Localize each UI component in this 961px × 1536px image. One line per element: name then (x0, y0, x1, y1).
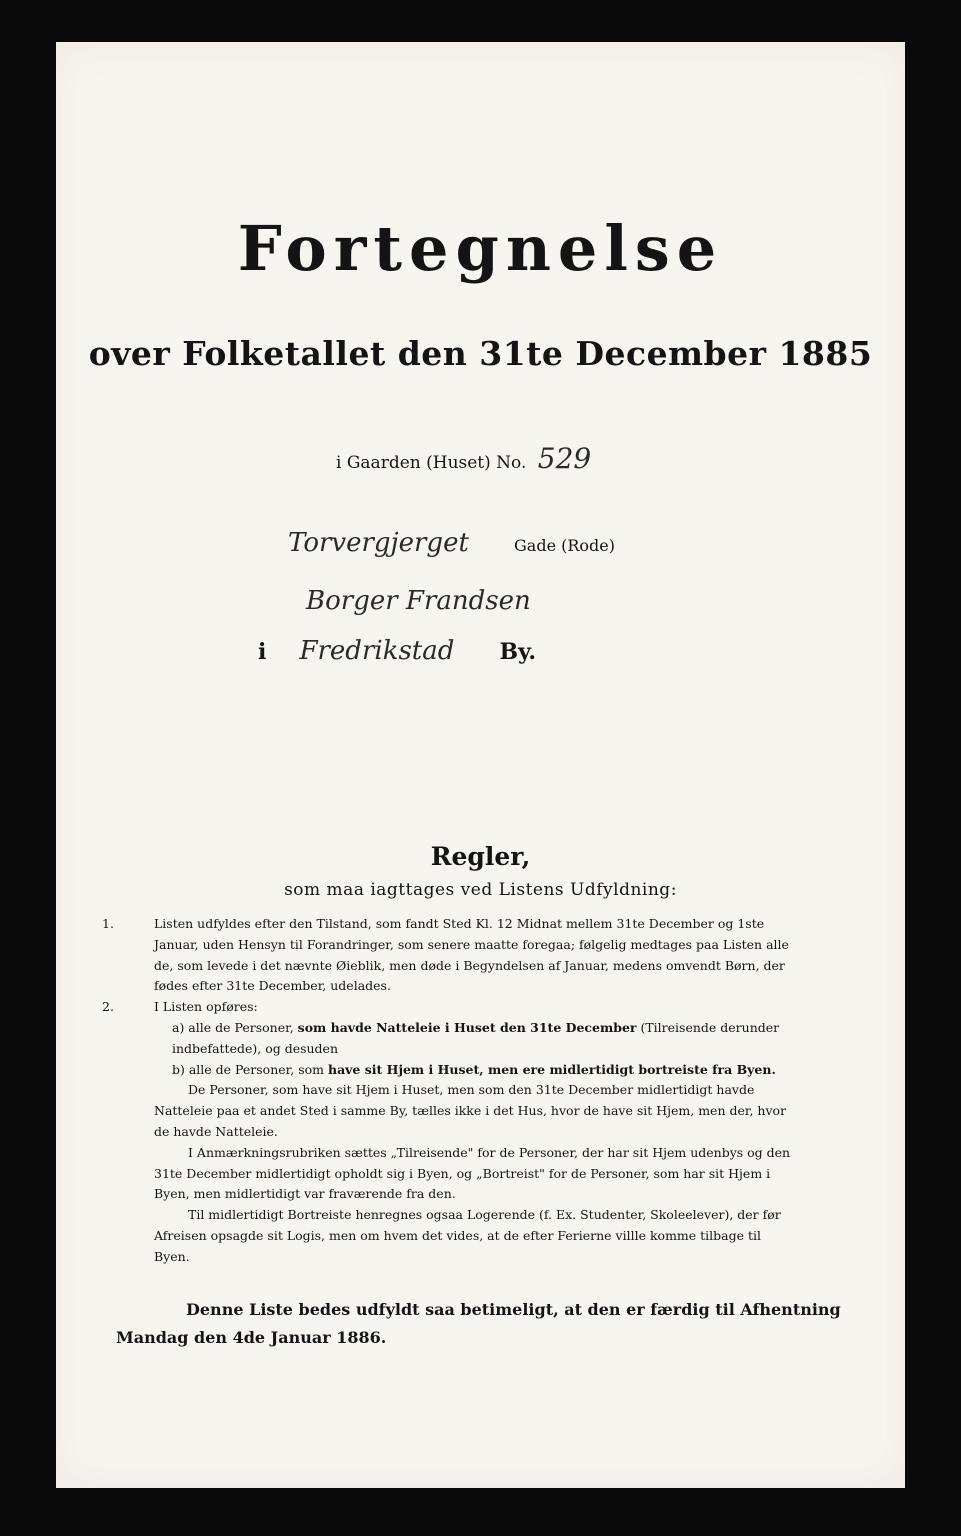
town-prefix: i (258, 639, 267, 665)
rules-subheading: som maa iagttages ved Listens Udfyldning: (284, 880, 677, 900)
town-handwritten: Fredrikstad (299, 636, 455, 666)
rule-paragraph-3: Til midlertidigt Bortreiste henregnes ogsaa Logerende (f. Ex. Studenter, Skoleelever), der før Afreisen opsagde sit Logis, men om hvem det vides, at de efter Ferierne villle komme tilbage til Byen. (154, 1207, 781, 1264)
town-suffix: By. (499, 639, 536, 665)
street-suffix: Gade (Rode) (514, 536, 616, 555)
rule-item-2a (154, 1018, 794, 1060)
rule-2b-prefix: b) alle de Personer, som (172, 1061, 324, 1077)
census-form-page (56, 42, 905, 1488)
house-number-handwritten: 529 (537, 442, 592, 475)
rule-2a-bold: som havde Natteleie i Huset den 31te December (297, 1019, 637, 1035)
form-title: Fortegnelse (237, 212, 724, 285)
footer-line-2: Mandag den 4de Januar 1886. (116, 1328, 387, 1347)
form-subtitle: over Folketallet den 31te December 1885 (88, 334, 873, 373)
rule-item-1 (102, 914, 794, 997)
rule-2b-bold: have sit Hjem i Huset, men ere midlertidigt bortreiste fra Byen. (327, 1061, 776, 1077)
rule-number: 2. (102, 999, 114, 1015)
footer-line-1: Denne Liste bedes udfyldt saa betimeligt, at den er færdig til Afhentning (186, 1300, 841, 1319)
rule-paragraph-2: I Anmærkningsrubriken sættes „Tilreisende" for de Personer, der har sit Hjem udenbys og den 31te December midlertidigt opholdt sig i Byen, og „Bortreist" for de Personer, som har sit Hjem i Byen, men midlertidigt var fraværende fra den. (154, 1144, 791, 1202)
rule-text: I Listen opføres: (154, 999, 258, 1015)
street-handwritten: Torvergjerget (288, 528, 469, 558)
house-number-line (336, 442, 591, 475)
house-number-label: i Gaarden (Huset) No. (336, 453, 527, 473)
rule-number: 1. (102, 916, 114, 931)
street-line (288, 528, 615, 558)
rule-item-2b (154, 1060, 794, 1081)
rules-list (102, 914, 794, 1268)
rule-item-2 (102, 997, 794, 1018)
rule-2a-prefix: a) alle de Personer, (172, 1019, 294, 1035)
owner-line (306, 586, 531, 616)
rule-paragraph-1: De Personer, som have sit Hjem i Huset, men som den 31te December midlertidigt havde Natteleie paa et andet Sted i samme By, tælles ikke i det Hus, hvor de have sit Hjem, men der, hvor de havde Natteleie. (154, 1082, 787, 1139)
owner-handwritten: Borger Frandsen (306, 586, 531, 616)
town-line (258, 636, 536, 666)
footer-notice (116, 1296, 844, 1352)
rules-heading: Regler, (430, 842, 531, 871)
rule-text: Listen udfyldes efter den Tilstand, som fandt Sted Kl. 12 Midnat mellem 31te December og 1ste Januar, uden Hensyn til Forandringer, som senere maatte foregaa; følgelig medtages paa Listen alle de, som levede i det nævnte Øieblik, men døde i Begyndelsen af Januar, medens omvendt Børn, der fødes efter 31te December, udelades. (154, 916, 789, 994)
rule-2a-suffix: (Tilreisende derunder indbefattede), og desuden (172, 1019, 780, 1056)
